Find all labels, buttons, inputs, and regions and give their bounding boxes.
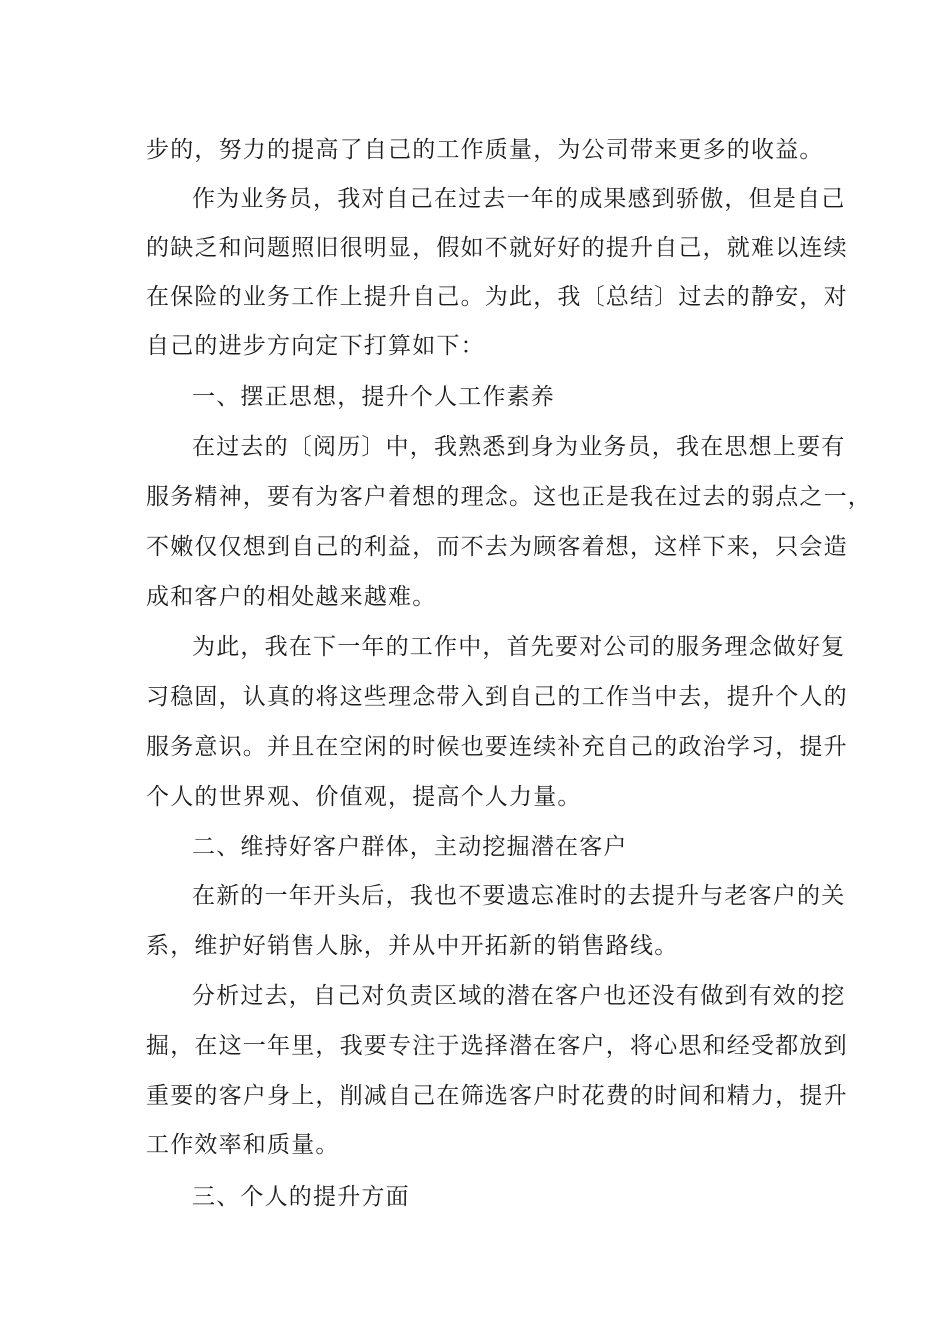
paragraph-line: 作为业务员，我对自己在过去一年的成果感到骄傲，但是自己 [192, 186, 846, 212]
paragraph-line: 个人的世界观、价值观，提高个人力量。 [146, 784, 582, 810]
paragraph-line: 在过去的〔阅历〕中，我熟悉到身为业务员，我在思想上要有 [192, 434, 846, 460]
paragraph-line: 工作效率和质量。 [146, 1132, 340, 1158]
paragraph-line: 在新的一年开头后，我也不要遗忘准时的去提升与老客户的关 [192, 883, 846, 909]
section-heading: 二、维持好客户群体，主动挖掘潜在客户 [192, 834, 628, 860]
paragraph-line: 服务意识。并且在空闲的时候也要连续补充自己的政治学习，提升 [146, 734, 848, 760]
paragraph-line: 步的，努力的提高了自己的工作质量，为公司带来更多的收益。 [146, 137, 824, 163]
paragraph-line: 为此，我在下一年的工作中，首先要对公司的服务理念做好复 [192, 634, 846, 660]
paragraph-line: 分析过去，自己对负责区域的潜在客户也还没有做到有效的挖 [192, 983, 846, 1009]
section-heading: 一、摆正思想，提升个人工作素养 [192, 384, 555, 410]
paragraph-line: 不嫩仅仅想到自己的利益，而不去为顾客着想，这样下来，只会造 [146, 534, 848, 560]
paragraph-line: 成和客户的相处越来越难。 [146, 584, 437, 610]
paragraph-line: 习稳固，认真的将这些理念带入到自己的工作当中去，提升个人的 [146, 684, 848, 710]
paragraph-line: 重要的客户身上，削减自己在筛选客户时花费的时间和精力，提升 [146, 1083, 848, 1109]
paragraph-line: 在保险的业务工作上提升自己。为此，我〔总结〕过去的静安，对 [146, 284, 848, 310]
paragraph-line: 自己的进步方向定下打算如下： [146, 333, 485, 359]
paragraph-line: 掘，在这一年里，我要专注于选择潜在客户，将心思和经受都放到 [146, 1033, 848, 1059]
section-heading: 三、个人的提升方面 [192, 1184, 410, 1210]
paragraph-line: 的缺乏和问题照旧很明显，假如不就好好的提升自己，就难以连续 [146, 235, 848, 261]
paragraph-line: 系，维护好销售人脉，并从中开拓新的销售路线。 [146, 933, 679, 959]
paragraph-line: 服务精神，要有为客户着想的理念。这也正是我在过去的弱点之一， [146, 484, 872, 510]
